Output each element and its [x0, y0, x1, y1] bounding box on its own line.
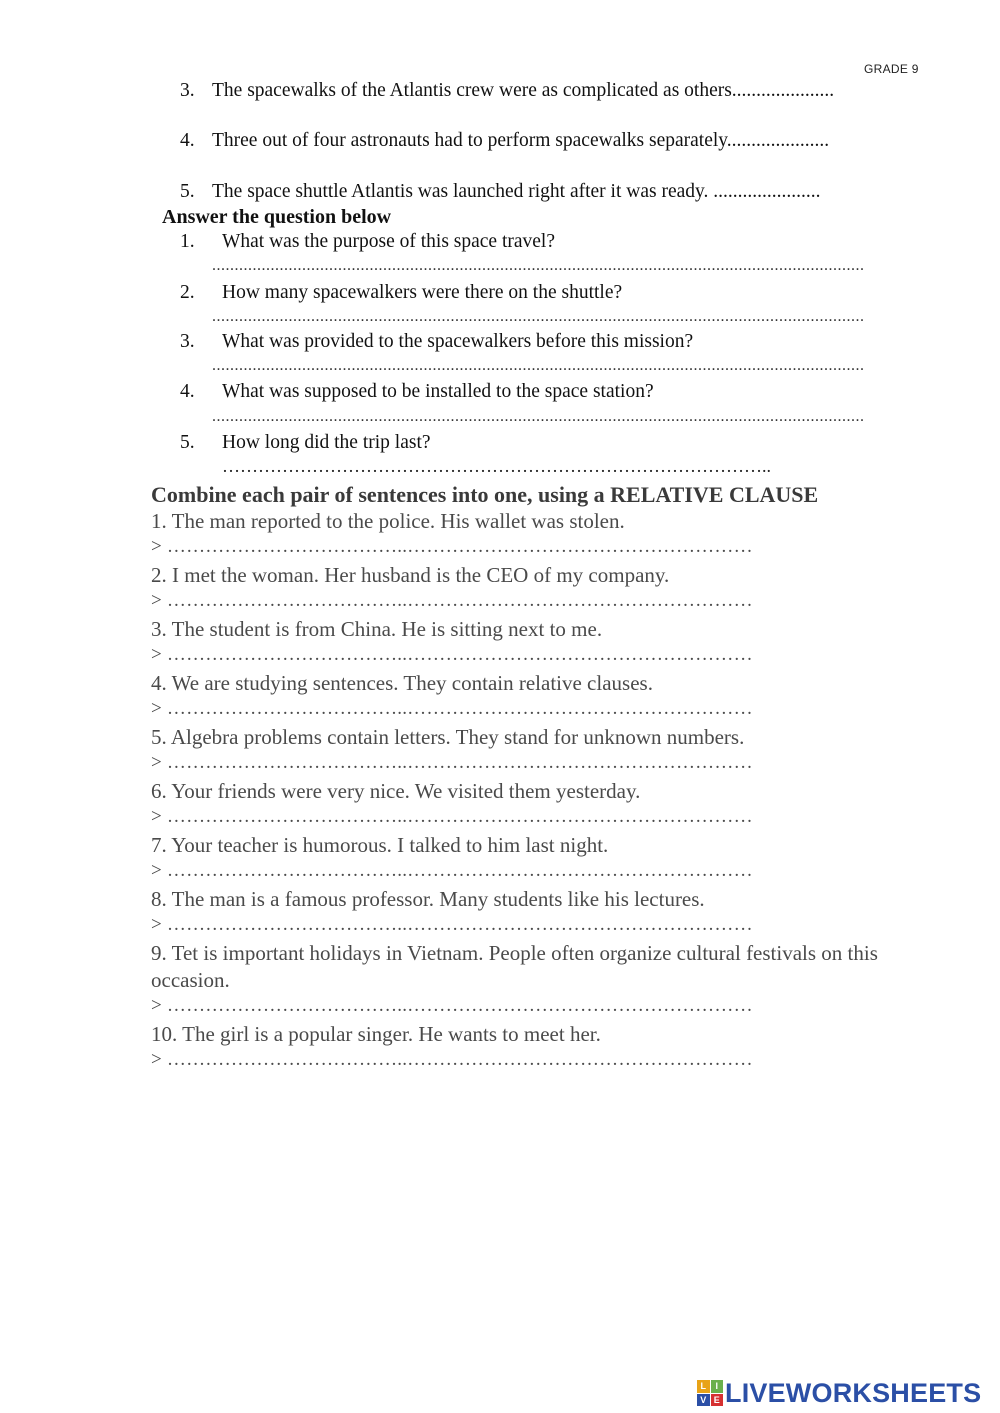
question-3	[180, 331, 693, 353]
combine-answer-5[interactable]: > ………………………………..………………………………………………	[151, 752, 753, 773]
question-text: What was supposed to be installed to the space station?	[222, 381, 654, 402]
question-number: 4.	[180, 381, 195, 402]
answer-field-3[interactable]: .................................................................................................................................................	[212, 357, 865, 374]
combine-sentence-9: 9. Tet is important holidays in Vietnam. People often organize cultural festivals on this occasion.	[151, 941, 878, 992]
answer-field-1[interactable]: .................................................................................................................................................	[212, 257, 865, 274]
question-text: How many spacewalkers were there on the shuttle?	[222, 282, 623, 303]
grade-label: GRADE 9	[864, 62, 919, 76]
combine-answer-2[interactable]: > ………………………………..………………………………………………	[151, 590, 753, 611]
combine-sentence-1: 1. The man reported to the police. His wallet was stolen.	[151, 509, 625, 533]
combine-heading: Combine each pair of sentences into one, using a RELATIVE CLAUSE	[151, 482, 819, 507]
questions-heading: Answer the question below	[162, 206, 392, 228]
combine-answer-9[interactable]: > ………………………………..………………………………………………	[151, 995, 753, 1016]
combine-sentence-4: 4. We are studying sentences. They contain relative clauses.	[151, 671, 653, 695]
combine-answer-4[interactable]: > ………………………………..………………………………………………	[151, 698, 753, 719]
answer-field-2[interactable]: .................................................................................................................................................	[212, 308, 865, 325]
statement-text: The spacewalks of the Atlantis crew were as complicated as others.....................	[212, 80, 835, 101]
question-text: What was provided to the spacewalkers before this mission?	[222, 331, 694, 352]
logo-tile: L	[697, 1380, 710, 1393]
question-number: 5.	[180, 432, 195, 453]
logo-text: LIVEWORKSHEETS	[725, 1377, 982, 1408]
combine-sentence-6: 6. Your friends were very nice. We visited them yesterday.	[151, 779, 641, 803]
statement-number: 4.	[180, 130, 195, 151]
logo-tile: E	[711, 1394, 724, 1407]
combine-sentence-2: 2. I met the woman. Her husband is the CEO of my company.	[151, 563, 670, 587]
question-5	[180, 432, 431, 454]
logo-tile: V	[697, 1394, 710, 1407]
question-2	[180, 282, 622, 304]
combine-sentence-7: 7. Your teacher is humorous. I talked to him last night.	[151, 833, 609, 857]
question-4	[180, 381, 654, 403]
combine-sentence-10: 10. The girl is a popular singer. He wants to meet her.	[151, 1022, 601, 1046]
question-number: 3.	[180, 331, 195, 352]
logo-tile: I	[711, 1380, 724, 1393]
combine-answer-1[interactable]: > ………………………………..………………………………………………	[151, 536, 753, 557]
question-1	[180, 231, 555, 253]
combine-answer-3[interactable]: > ………………………………..………………………………………………	[151, 644, 753, 665]
statement-text: Three out of four astronauts had to perform spacewalks separately.....................	[212, 130, 830, 151]
answer-field-4[interactable]: .................................................................................................................................................	[212, 408, 865, 425]
combine-sentence-5: 5. Algebra problems contain letters. They stand for unknown numbers.	[151, 725, 745, 749]
statement-number: 3.	[180, 80, 195, 101]
combine-answer-7[interactable]: > ………………………………..………………………………………………	[151, 860, 753, 881]
question-number: 1.	[180, 231, 195, 252]
statement-4	[180, 130, 910, 152]
combine-answer-6[interactable]: > ………………………………..………………………………………………	[151, 806, 753, 827]
combine-sentence-8: 8. The man is a famous professor. Many students like his lectures.	[151, 887, 705, 911]
statement-text: The space shuttle Atlantis was launched right after it was ready. ......................	[212, 181, 821, 202]
statement-5	[180, 181, 910, 203]
question-text: How long did the trip last?	[222, 432, 431, 453]
combine-answer-10[interactable]: > ………………………………..………………………………………………	[151, 1049, 753, 1070]
combine-answer-8[interactable]: > ………………………………..………………………………………………	[151, 914, 753, 935]
liveworksheets-logo[interactable]	[697, 1376, 981, 1410]
question-text: What was the purpose of this space travel?	[222, 231, 556, 252]
logo-mark-icon	[697, 1380, 723, 1406]
question-number: 2.	[180, 282, 195, 303]
statement-number: 5.	[180, 181, 195, 202]
answer-field-5[interactable]: ………………………………………………………………………………..	[222, 456, 771, 476]
combine-sentence-3: 3. The student is from China. He is sitting next to me.	[151, 617, 603, 641]
statement-3	[180, 80, 910, 102]
